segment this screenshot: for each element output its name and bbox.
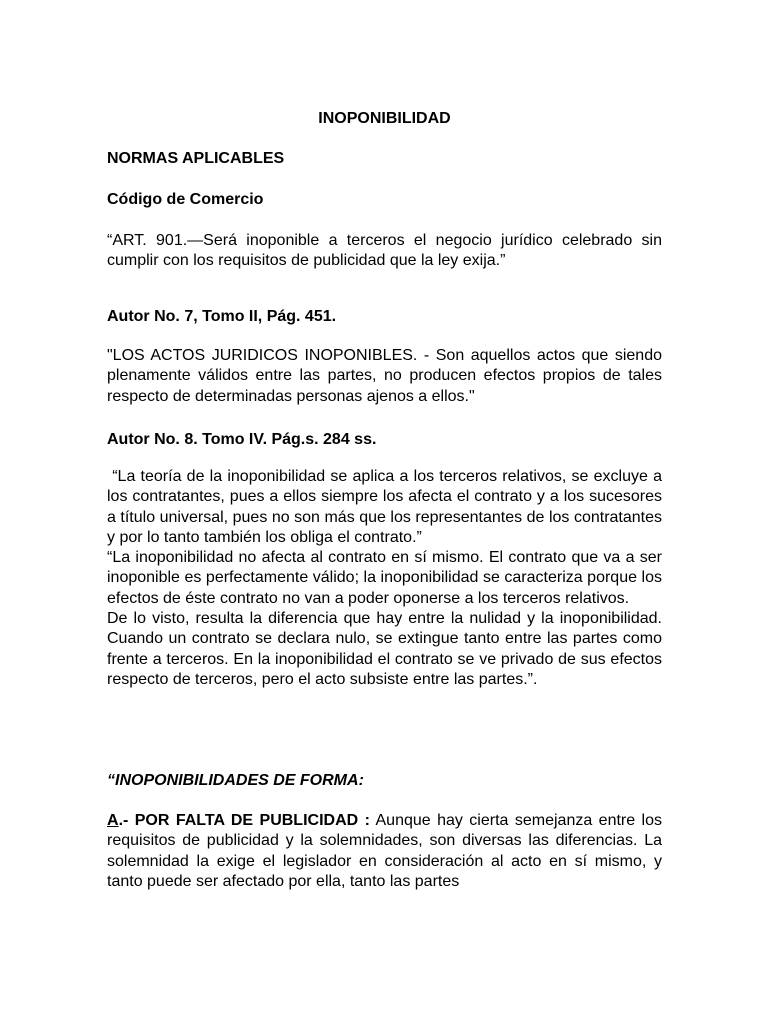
autor7-heading: Autor No. 7, Tomo II, Pág. 451. (107, 308, 337, 325)
autor8-heading: Autor No. 8. Tomo IV. Pág.s. 284 ss. (107, 431, 377, 448)
codigo-heading: Código de Comercio (107, 191, 264, 208)
falta-publicidad-paragraph (107, 811, 662, 892)
falta-heading: .- POR FALTA DE PUBLICIDAD : (118, 812, 370, 829)
autor8-body (107, 467, 667, 690)
normas-heading: NORMAS APLICABLES (107, 150, 285, 167)
falta-letter: A (107, 812, 119, 829)
autor7-quote: "LOS ACTOS JURIDICOS INOPONIBLES. - Son aquellos actos que siendo plenamente válidos entre las partes, no producen efectos propios de tales respecto de determinadas personas ajenos a ellos." (107, 347, 662, 405)
art-901-text: “ART. 901.—Será inoponible a terceros el negocio jurídico celebrado sin cumplir con los requisitos de publicidad que la ley exija.” (107, 232, 662, 270)
falta-text: Aunque hay cierta semejanza entre los requisitos de publicidad y la solemnidades, son diversas las diferencias. La solemnidad la exige el legislador en consideración al acto en sí mismo, y tanto puede ser afectado por ella, tanto las partes (107, 812, 663, 890)
autor8-paragraph: De lo visto, resulta la diferencia que hay entre la nulidad y la inoponibilidad. Cuando un contrato se declara nulo, se extingue tanto entre las partes como frente a terceros. En la inoponibilidad el contrato se ve privado de sus efectos respecto de terceros, pero el acto subsiste entre las partes.”. (107, 610, 662, 688)
autor8-paragraph: “La teoría de la inoponibilidad se aplica a los terceros relativos, se excluye a los contratantes, pues a ellos siempre los afecta el contrato y a los sucesores a título universal, pues no son más que los representantes de los contratantes y por lo tanto también los obliga el contrato.” (107, 468, 667, 546)
forma-heading: “INOPONIBILIDADES DE FORMA: (107, 772, 364, 789)
document-page (107, 0, 667, 1024)
document-title: INOPONIBILIDAD (318, 110, 451, 127)
autor8-paragraph: “La inoponibilidad no afecta al contrato en sí mismo. El contrato que va a ser inoponible es perfectamente válido; la inoponibilidad se caracteriza porque los efectos de éste contrato no van a poder oponerse a los terceros relativos. (107, 549, 662, 607)
